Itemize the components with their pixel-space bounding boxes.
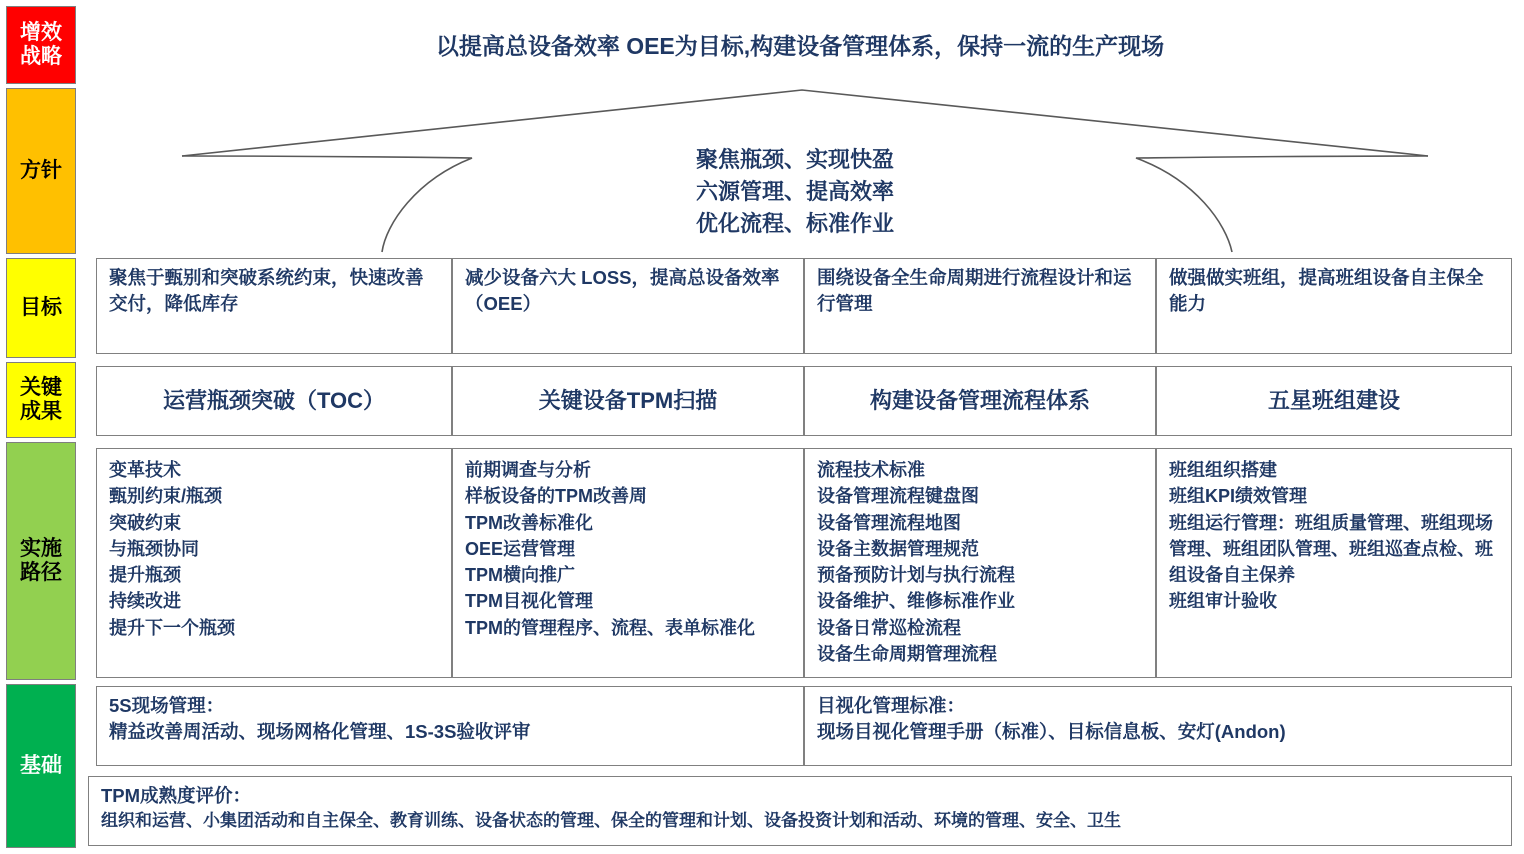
- path-item: 与瓶颈协同: [109, 538, 199, 559]
- path-item: 提升瓶颈: [109, 565, 181, 586]
- row-label-key-result: [6, 362, 76, 438]
- goal-box-3: 围绕设备全生命周期进行流程设计和运行管理: [804, 258, 1156, 354]
- path-item: 前期调查与分析: [465, 460, 591, 480]
- path-item: 班组KPI绩效管理: [1169, 486, 1308, 507]
- path-item: 设备维护、维修标准作业: [817, 591, 1015, 612]
- path-item: 提升下一个瓶颈: [109, 617, 235, 638]
- path-item: 样板设备的TPM改善周: [465, 486, 647, 507]
- path-item: 设备日常巡检流程: [817, 617, 961, 638]
- path-item: TPM的管理程序、流程、表单标准化: [465, 617, 755, 638]
- foundation-body: 现场目视化管理手册（标准）、目标信息板、安灯(Andon): [817, 721, 1286, 743]
- key-result-box-3: 构建设备管理流程体系: [804, 366, 1156, 436]
- policy-text-block: [560, 144, 1030, 240]
- row-label-path-line1: 实施: [20, 536, 62, 560]
- goal-box-4: 做强做实班组，提高班组设备自主保全能力: [1156, 258, 1512, 354]
- policy-line-3: 优化流程、标准作业: [695, 210, 894, 236]
- row-label-goal: 目标: [6, 258, 76, 358]
- foundation-box-5s: [96, 686, 804, 766]
- path-item: 预备预防计划与执行流程: [817, 565, 1015, 586]
- foundation-box-tpm-maturity: [88, 776, 1512, 846]
- path-box-4: [1156, 448, 1512, 678]
- path-item: 甄别约束/瓶颈: [109, 486, 223, 507]
- path-item: 班组运行管理：班组质量管理、班组现场管理、班组团队管理、班组巡查点检、班组设备自主保养: [1169, 512, 1493, 586]
- path-item: 班组审计验收: [1169, 591, 1277, 612]
- foundation-title: 5S现场管理：: [109, 695, 225, 716]
- policy-line-2: 六源管理、提高效率: [695, 178, 894, 204]
- path-box-3: [804, 448, 1156, 678]
- path-item: 流程技术标准: [817, 460, 925, 480]
- policy-line-1: 聚焦瓶颈、实现快盈: [695, 147, 894, 172]
- path-item: 设备主数据管理规范: [817, 538, 979, 559]
- path-box-2: [452, 448, 804, 678]
- row-label-key-result-line1: 关键: [20, 375, 62, 399]
- key-result-box-2: 关键设备TPM扫描: [452, 366, 804, 436]
- path-item: TPM改善标准化: [465, 512, 593, 533]
- foundation-body: 精益改善周活动、现场网格化管理、1S-3S验收评审: [109, 721, 531, 743]
- path-item: 设备管理流程键盘图: [817, 486, 979, 507]
- key-result-box-1: 运营瓶颈突破（TOC）: [96, 366, 452, 436]
- path-item: TPM目视化管理: [465, 591, 593, 612]
- row-label-path: [6, 442, 76, 680]
- row-label-strategy: [6, 6, 76, 84]
- foundation-title: TPM成熟度评价：: [101, 785, 252, 806]
- path-item: 设备生命周期管理流程: [817, 643, 997, 664]
- path-item: OEE运营管理: [465, 538, 576, 559]
- foundation-body: 组织和运营、小集团活动和自主保全、教育训练、设备状态的管理、保全的管理和计划、设备投资计划和活动、环境的管理、安全、卫生: [101, 811, 1121, 831]
- path-box-1: [96, 448, 452, 678]
- row-label-path-line2: 路径: [20, 561, 62, 584]
- goal-box-2: 减少设备六大 LOSS，提高总设备效率（OEE）: [452, 258, 804, 354]
- row-label-strategy-line2: 战略: [20, 45, 62, 68]
- row-label-foundation: 基础: [6, 684, 76, 848]
- path-item: 设备管理流程地图: [817, 512, 961, 533]
- foundation-box-visual: [804, 686, 1512, 766]
- path-item: 班组组织搭建: [1169, 460, 1277, 480]
- row-label-strategy-line1: 增效: [20, 20, 62, 44]
- path-item: 变革技术: [109, 460, 181, 480]
- key-result-box-4: 五星班组建设: [1156, 366, 1512, 436]
- path-item: TPM横向推广: [465, 565, 575, 586]
- path-item: 持续改进: [109, 591, 181, 612]
- row-label-key-result-line2: 成果: [20, 400, 62, 423]
- path-item: 突破约束: [109, 512, 181, 533]
- goal-box-1: 聚焦于甄别和突破系统约束，快速改善交付，降低库存: [96, 258, 452, 354]
- row-label-policy: 方针: [6, 88, 76, 254]
- page-title: 以提高总设备效率 OEE为目标,构建设备管理体系，保持一流的生产现场: [435, 33, 1165, 59]
- foundation-title: 目视化管理标准：: [817, 695, 966, 716]
